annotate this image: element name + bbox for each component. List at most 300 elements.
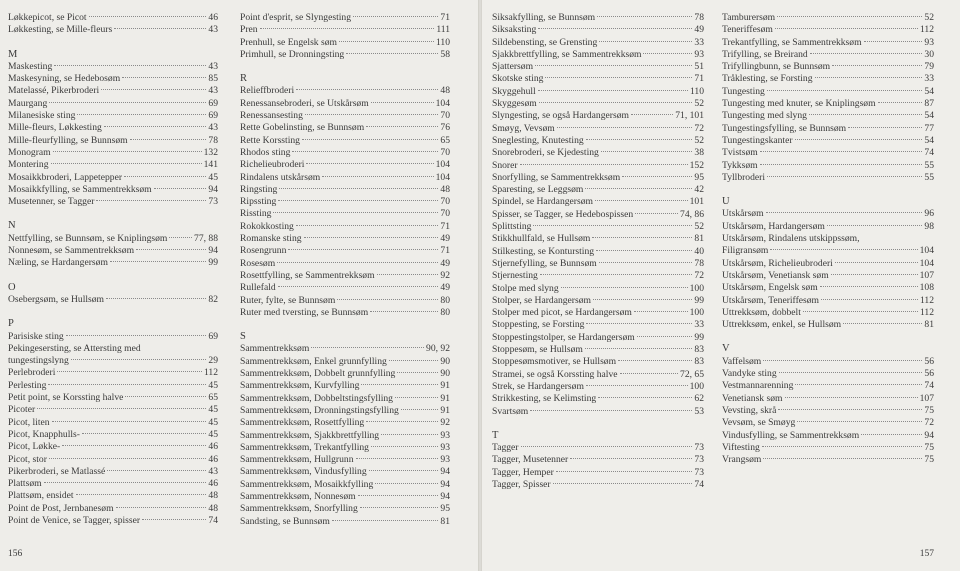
dot-leader (114, 28, 206, 29)
index-entry-page: 52 (694, 221, 704, 233)
index-entry-page: 100 (689, 282, 704, 294)
index-entry-page: 56 (924, 355, 934, 367)
dot-leader (366, 421, 438, 422)
index-entry-term: Renessansebroderi, se Utskårsøm (240, 97, 369, 109)
index-entry-term: Snorer (492, 159, 518, 171)
index-entry-term: Sammentrekksøm, Vindusfylling (240, 466, 367, 478)
index-entry-page: 85 (208, 73, 218, 85)
dot-leader (599, 41, 692, 42)
index-entry-term: Nonnesøm, se Sammentrekksøm (8, 245, 135, 257)
index-entry-page: 94 (440, 490, 450, 502)
index-entry-page: 78 (694, 12, 704, 23)
index-entry (722, 221, 934, 233)
dot-leader (154, 188, 207, 189)
index-entry-page: 65 (440, 134, 450, 146)
index-entry-term: Utskårsøm, Venetiansk søm (722, 269, 829, 281)
dot-leader (815, 77, 923, 78)
index-entry (8, 98, 218, 110)
index-entry (492, 369, 704, 381)
index-entry-page: 52 (694, 98, 704, 110)
index-entry-term: Stolper med picot, se Hardangersøm (492, 307, 632, 319)
dot-leader (538, 28, 692, 29)
index-entry (240, 147, 450, 159)
index-entry-term: Slyngesting, se også Hardangersøm (492, 110, 629, 122)
index-entry-term: Løkkesting, se Mille-fleurs (8, 24, 113, 36)
index-entry (722, 73, 934, 85)
index-entry (240, 356, 450, 368)
index-entry-term: Montering (8, 159, 49, 171)
index-entry-term: Sammentrekksøm, Enkel grunnfylling (240, 355, 387, 367)
index-entry-page: 73 (694, 442, 704, 454)
index-entry-page: 112 (919, 306, 934, 318)
index-entry-page: 90 (440, 355, 450, 367)
index-entry (240, 466, 450, 478)
index-entry-term: Maurgang (8, 97, 48, 109)
index-entry-term: Tagger (492, 442, 519, 454)
index-entry-page: 98 (924, 220, 934, 232)
index-entry-page: 87 (924, 98, 934, 110)
index-entry-page: 104 (919, 245, 934, 257)
index-entry (240, 282, 450, 294)
index-entry (8, 85, 218, 97)
index-entry-page: 104 (435, 159, 450, 171)
dot-leader (304, 237, 439, 238)
dot-leader (395, 397, 438, 398)
dot-leader (557, 127, 693, 128)
index-entry-term: Vevsting, skrå (722, 404, 777, 416)
index-entry-term: Plattsøm (8, 478, 42, 490)
index-entry-term: Stoppestingstolper, se Hardangersøm (492, 331, 635, 343)
index-entry-page: 104 (435, 97, 450, 109)
index-entry-page: 45 (208, 416, 218, 428)
index-entry (492, 454, 704, 466)
index-entry-term: Sammentrekksøm, Rosettfylling (240, 417, 365, 429)
dot-leader (848, 127, 922, 128)
index-entry-term: Maskesting (8, 60, 53, 72)
index-entry-term: Rindalens utskårsøm (240, 171, 321, 183)
dot-leader (785, 397, 918, 398)
dot-leader (356, 458, 439, 459)
index-entry (722, 12, 934, 24)
index-entry-page: 43 (208, 122, 218, 134)
index-entry-term: Skyggesøm (492, 98, 537, 110)
index-entry-term: Ruter, fylte, se Bunnsøm (240, 294, 336, 306)
index-entry-term: Strek, se Hardangersøm (492, 380, 584, 392)
index-entry-page: 73 (694, 454, 704, 466)
index-entry (240, 122, 450, 134)
index-entry (492, 73, 704, 85)
index-entry-term: Sneglesting, Knutesting (492, 134, 584, 146)
page-number-right: 157 (919, 549, 934, 559)
index-entry-term: Point d'esprit, se Slyngesting (240, 12, 351, 23)
index-entry (492, 135, 704, 147)
dot-leader (593, 299, 692, 300)
index-entry-term: Musetenner, se Tagger (8, 196, 95, 208)
index-entry-term: Vaffelsøm (722, 355, 762, 367)
index-entry-page: 95 (440, 503, 450, 515)
index-entry-page: 73 (208, 196, 218, 208)
dot-leader (302, 139, 438, 140)
index-entry (240, 430, 450, 442)
index-entry (492, 221, 704, 233)
dot-leader (770, 249, 917, 250)
index-entry (492, 344, 704, 356)
index-entry-term: Sildebensting, se Grensting (492, 36, 598, 48)
index-entry (492, 442, 704, 454)
index-entry (722, 98, 934, 110)
dot-leader (306, 163, 433, 164)
index-entry-term: Mille-fleurfylling, se Bunnsøm (8, 134, 128, 146)
dot-leader (292, 151, 438, 152)
index-entry-term: Point de Post, Jernbanesøm (8, 502, 114, 514)
index-entry (240, 159, 450, 171)
index-entry (8, 380, 218, 392)
dot-leader (278, 286, 439, 287)
index-entry-page: 49 (694, 24, 704, 36)
index-entry-term: Sammentrekksøm, Dronningstingsfylling (240, 404, 399, 416)
index-entry-term: Utskårsøm, Engelsk søm (722, 282, 818, 294)
index-entry (8, 24, 218, 36)
index-entry-page: 71, 101 (675, 110, 704, 122)
index-section-letter: U (722, 196, 730, 208)
index-entry-term: Mosaikkfylling, se Sammentrekksøm (8, 183, 152, 195)
index-entry (8, 355, 218, 367)
index-entry-page: 100 (689, 380, 704, 392)
index-entry-page: 70 (440, 208, 450, 220)
index-entry-term: Stoppesøm, se Hullsøm (492, 344, 583, 356)
index-entry-term: Mille-fleurs, Løkkesting (8, 122, 102, 134)
index-entry-page: 94 (440, 466, 450, 478)
index-entry (240, 503, 450, 515)
index-entry-term: Rette Gobelinsting, se Bunnsøm (240, 122, 365, 134)
index-entry (492, 319, 704, 331)
index-entry-term: Næling, se Hardangersøm (8, 257, 108, 269)
index-column-4 (722, 12, 934, 466)
index-entry (722, 356, 934, 368)
index-entry (492, 184, 704, 196)
index-entry-page: 55 (924, 171, 934, 183)
index-entry (492, 172, 704, 184)
dot-leader (44, 482, 207, 483)
dot-leader (843, 323, 922, 324)
index-entry-term: Sammentrekksøm, Trekantfylling (240, 441, 369, 453)
dot-leader (530, 410, 692, 411)
index-entry (8, 343, 218, 355)
dot-leader (586, 323, 692, 324)
index-entry-page: 69 (208, 330, 218, 342)
dot-leader (369, 470, 439, 471)
index-entry (492, 295, 704, 307)
index-entry-term: Tungestingsfylling, se Bunnsøm (722, 122, 847, 134)
index-entry (8, 73, 218, 85)
index-entry-term: Ruter med tversting, se Bunnsøm (240, 306, 369, 318)
index-entry (722, 172, 934, 184)
index-entry-term: Siksaksting (492, 24, 537, 36)
index-entry-page: 94 (208, 183, 218, 195)
index-entry (722, 135, 934, 147)
index-entry (8, 159, 218, 171)
dot-leader (521, 446, 693, 447)
index-entry-term: Rosesøm (240, 257, 276, 269)
dot-leader (803, 311, 918, 312)
index-entry-page: 92 (440, 269, 450, 281)
index-entry-term: Trekantfylling, se Sammentrekksøm (722, 36, 862, 48)
dot-leader (779, 372, 923, 373)
index-entry-page: 52 (924, 12, 934, 23)
dot-leader (337, 299, 438, 300)
index-entry-page: 70 (440, 110, 450, 122)
index-entry-page: 81 (694, 233, 704, 245)
index-entry-term: Filigransøm (722, 245, 769, 257)
index-section-letter: R (240, 73, 248, 85)
index-entry-term: Tungesting med knuter, se Kniplingsøm (722, 98, 876, 110)
dot-leader (96, 200, 206, 201)
index-entry-page: 55 (924, 159, 934, 171)
dot-leader (760, 151, 923, 152)
index-entry-term: Sparesting, se Leggsøm (492, 184, 584, 196)
index-entry-page: 94 (208, 245, 218, 257)
index-entry (722, 380, 934, 392)
index-entry-page: 93 (694, 48, 704, 60)
index-entry-page: 71 (440, 220, 450, 232)
dot-leader (767, 90, 923, 91)
index-entry (8, 404, 218, 416)
index-entry (240, 135, 450, 147)
index-entry-page: 69 (208, 97, 218, 109)
dot-leader (821, 299, 918, 300)
index-entry-term: Rhodos sting (240, 146, 291, 158)
index-entry (240, 491, 450, 503)
index-entry-term: Spindel, se Hardangersøm (492, 196, 593, 208)
index-entry (8, 429, 218, 441)
index-entry-term: Sammentrekksøm, Dobbelt grunnfylling (240, 368, 396, 380)
index-entry (492, 332, 704, 344)
index-entry (240, 307, 450, 319)
dot-leader (142, 519, 206, 520)
index-entry-page: 74 (694, 478, 704, 490)
index-entry-term: Stilkesting, se Kontursting (492, 245, 595, 257)
index-entry (240, 516, 450, 528)
index-entry-page: 49 (440, 233, 450, 245)
index-entry-term: Rullefald (240, 282, 276, 294)
index-entry (240, 12, 450, 24)
index-entry (722, 442, 934, 454)
dot-leader (820, 286, 918, 287)
index-entry-term: Rosettfylling, se Sammentrekksøm (240, 269, 375, 281)
index-entry-page: 77 (924, 122, 934, 134)
index-entry-term: Snorfylling, se Sammentrekksøm (492, 171, 621, 183)
dot-leader (835, 262, 918, 263)
index-section-letter: S (240, 331, 246, 343)
index-entry-term: Picoter (8, 404, 36, 416)
dot-leader (110, 261, 206, 262)
index-entry-term: Sammentrekksøm, Hullgrunn (240, 454, 354, 466)
index-entry-page: 110 (689, 85, 704, 97)
index-entry-term: Parisiske sting (8, 330, 64, 342)
index-entry (492, 393, 704, 405)
dot-leader (556, 471, 693, 472)
dot-leader (48, 384, 206, 385)
index-entry-term: Trifylling, se Breirand (722, 48, 808, 60)
index-entry-term: Sammentrekksøm (240, 343, 310, 355)
dot-leader (601, 151, 693, 152)
index-entry-page: 43 (208, 85, 218, 97)
index-entry-page: 33 (694, 36, 704, 48)
index-entry-term: Utskårsøm (722, 208, 764, 220)
dot-leader (599, 262, 693, 263)
index-entry (240, 405, 450, 417)
dot-leader (51, 163, 202, 164)
dot-leader (52, 421, 207, 422)
index-entry-page: 69 (208, 110, 218, 122)
dot-leader (377, 274, 439, 275)
dot-leader (598, 397, 692, 398)
dot-leader (775, 28, 918, 29)
index-entry-term: Venetiansk søm (722, 392, 783, 404)
index-entry (492, 246, 704, 258)
index-entry-page: 112 (919, 294, 934, 306)
index-section-letter: T (492, 429, 499, 441)
index-entry (722, 282, 934, 294)
index-entry (8, 61, 218, 73)
dot-leader (762, 446, 923, 447)
index-entry-term: Rosengrunn (240, 245, 287, 257)
index-entry-term: Mosaikkbroderi, Lappetepper (8, 171, 123, 183)
dot-leader (77, 114, 206, 115)
index-entry-page: 90 (440, 368, 450, 380)
index-entry (722, 208, 934, 220)
dot-leader (124, 176, 206, 177)
index-entry (722, 49, 934, 61)
index-entry-page: 101 (689, 196, 704, 208)
dot-leader (136, 249, 206, 250)
index-entry (492, 147, 704, 159)
index-entry (722, 454, 934, 466)
index-entry (492, 233, 704, 245)
index-entry-page: 72 (694, 270, 704, 282)
index-entry (722, 233, 934, 245)
index-entry-page: 43 (208, 465, 218, 477)
index-entry-term: Sammentrekksøm, Dobbeltstingsfylling (240, 392, 393, 404)
index-entry-term: Tagger, Spisser (492, 478, 551, 490)
index-entry-term: Tvistsøm (722, 147, 758, 159)
index-entry-page: 30 (924, 48, 934, 60)
dot-leader (831, 274, 918, 275)
index-entry (8, 184, 218, 196)
index-entry (240, 258, 450, 270)
index-entry (240, 49, 450, 61)
index-entry-term: Tamburersøm (722, 12, 776, 23)
index-entry-page: 93 (440, 429, 450, 441)
dot-leader (54, 65, 206, 66)
dot-leader (777, 16, 922, 17)
index-entry-page: 100 (689, 307, 704, 319)
dot-leader (634, 311, 688, 312)
index-entry-page: 74 (924, 147, 934, 159)
dot-leader (49, 458, 206, 459)
dot-leader (106, 298, 206, 299)
dot-leader (361, 384, 438, 385)
index-entry (722, 61, 934, 73)
index-entry-page: 94 (440, 478, 450, 490)
dot-leader (520, 164, 688, 165)
index-section-letter: P (8, 318, 14, 330)
dot-leader (586, 385, 688, 386)
index-entry-term: Romanske sting (240, 233, 302, 245)
dot-leader (810, 53, 923, 54)
index-entry (492, 110, 704, 122)
index-entry-page: 78 (694, 257, 704, 269)
index-entry-page: 46 (208, 441, 218, 453)
index-entry-page: 93 (440, 454, 450, 466)
dot-leader (130, 139, 207, 140)
index-entry-term: Stolpe med slyng (492, 282, 559, 294)
index-entry-term: Picot, Løkke- (8, 441, 61, 453)
dot-leader (82, 433, 206, 434)
index-entry-page: 132 (203, 146, 218, 158)
index-entry (492, 196, 704, 208)
index-entry-term: Vandyke sting (722, 368, 777, 380)
index-section-letter: N (8, 220, 16, 232)
index-entry-term: Tråklesting, se Forsting (722, 73, 813, 85)
dot-leader (66, 335, 207, 336)
index-entry-page: 94 (924, 429, 934, 441)
index-entry-page: 38 (694, 147, 704, 159)
index-entry-term: Utskårsøm, Teneriffesøm (722, 294, 820, 306)
index-entry (8, 441, 218, 453)
index-entry (240, 172, 450, 184)
index-entry (492, 98, 704, 110)
dot-leader (763, 458, 922, 459)
dot-leader (797, 421, 922, 422)
index-entry-page: 107 (919, 269, 934, 281)
dot-leader (620, 373, 679, 374)
index-entry (722, 417, 934, 429)
index-entry-page: 73 (694, 466, 704, 478)
index-entry (240, 98, 450, 110)
index-entry (722, 270, 934, 282)
index-entry-page: 79 (924, 61, 934, 73)
index-entry (722, 86, 934, 98)
dot-leader (809, 114, 922, 115)
index-entry-page: 95 (694, 171, 704, 183)
index-entry-page: 51 (694, 61, 704, 73)
dot-leader (401, 409, 439, 410)
index-entry (8, 392, 218, 404)
index-entry-term: Rette Korssting (240, 134, 300, 146)
index-entry-page: 70 (440, 196, 450, 208)
dot-leader (553, 483, 693, 484)
index-entry-page: 52 (694, 134, 704, 146)
index-entry-term: Svartsøm (492, 405, 529, 417)
index-entry-term: Stramei, se også Korssting halve (492, 368, 618, 380)
index-entry-page: 83 (694, 356, 704, 368)
index-entry-page: 74 (208, 514, 218, 526)
dot-leader (795, 139, 923, 140)
dot-leader (622, 176, 692, 177)
index-entry (8, 147, 218, 159)
index-entry-term: Point de Venice, se Tagger, spisser (8, 514, 141, 526)
index-entry-term: Tungesting (722, 85, 765, 97)
index-entry (8, 466, 218, 478)
index-entry-page: 71 (440, 245, 450, 257)
index-entry-term: Picot, liten (8, 416, 50, 428)
index-entry-page: 110 (435, 36, 450, 48)
index-entry (240, 24, 450, 36)
index-entry-page: 80 (440, 306, 450, 318)
index-entry-term: Monogram (8, 146, 51, 158)
dot-leader (561, 287, 688, 288)
